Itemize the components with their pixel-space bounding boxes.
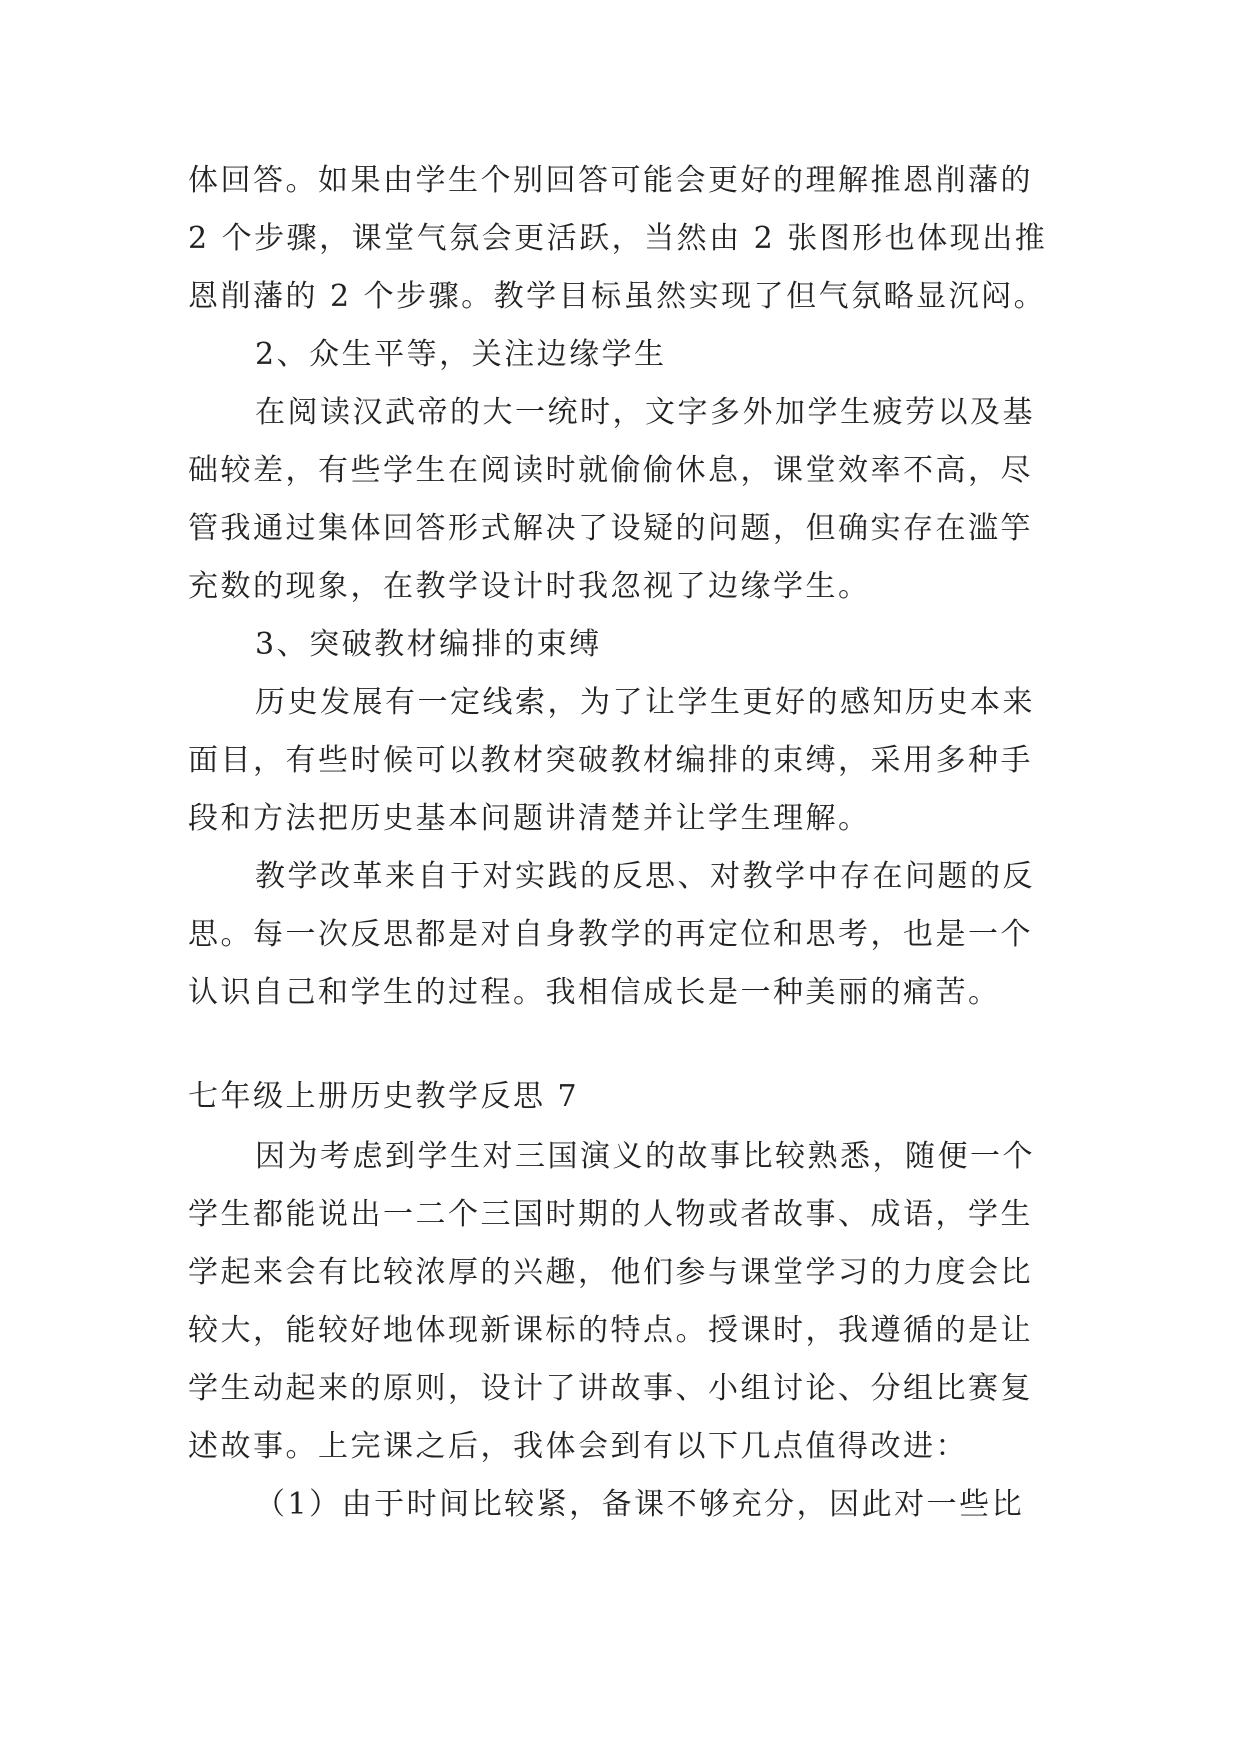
- paragraph-line: 述故事。上完课之后，我体会到有以下几点值得改进：: [188, 1429, 968, 1464]
- paragraph-line: 恩削藩的 2 个步骤。教学目标虽然实现了但气氛略显沉闷。: [188, 279, 1047, 314]
- paragraph-line: 认识自己和学生的过程。我相信成长是一种美丽的痛苦。: [188, 975, 1001, 1010]
- paragraph-line: 管我通过集体回答形式解决了设疑的问题，但确实存在滥竽: [188, 511, 1033, 546]
- section-heading: 2、众生平等，关注边缘学生: [255, 337, 667, 372]
- paragraph-line: 础较差，有些学生在阅读时就偷偷休息，课堂效率不高，尽: [188, 453, 1033, 488]
- paragraph-line: 面目，有些时候可以教材突破教材编排的束缚，采用多种手: [188, 743, 1033, 778]
- paragraph-line: 充数的现象，在教学设计时我忽视了边缘学生。: [188, 569, 871, 604]
- paragraph-line: （1）由于时间比较紧，备课不够充分，因此对一些比: [255, 1487, 1025, 1522]
- paragraph-line: 学生都能说出一二个三国时期的人物或者故事、成语，学生: [188, 1197, 1033, 1232]
- paragraph-line: 学生动起来的原则，设计了讲故事、小组讨论、分组比赛复: [188, 1371, 1033, 1406]
- paragraph-line: 历史发展有一定线索，为了让学生更好的感知历史本来: [255, 685, 1035, 720]
- paragraph-line: 因为考虑到学生对三国演义的故事比较熟悉，随便一个: [255, 1139, 1035, 1174]
- paragraph-line: 段和方法把历史基本问题讲清楚并让学生理解。: [188, 801, 871, 836]
- paragraph-line: 2 个步骤，课堂气氛会更活跃，当然由 2 张图形也体现出推: [188, 221, 1048, 256]
- paragraph-line: 较大，能较好地体现新课标的特点。授课时，我遵循的是让: [188, 1313, 1033, 1348]
- section-heading: 3、突破教材编排的束缚: [255, 627, 602, 662]
- paragraph-line: 在阅读汉武帝的大一统时，文字多外加学生疲劳以及基: [255, 395, 1035, 430]
- paragraph-line: 体回答。如果由学生个别回答可能会更好的理解推恩削藩的: [188, 163, 1033, 198]
- paragraph-line: 学起来会有比较浓厚的兴趣，他们参与课堂学习的力度会比: [188, 1255, 1033, 1290]
- article-title: 七年级上册历史教学反思 7: [188, 1079, 580, 1114]
- paragraph-line: 思。每一次反思都是对自身教学的再定位和思考，也是一个: [188, 917, 1033, 952]
- paragraph-line: 教学改革来自于对实践的反思、对教学中存在问题的反: [255, 859, 1035, 894]
